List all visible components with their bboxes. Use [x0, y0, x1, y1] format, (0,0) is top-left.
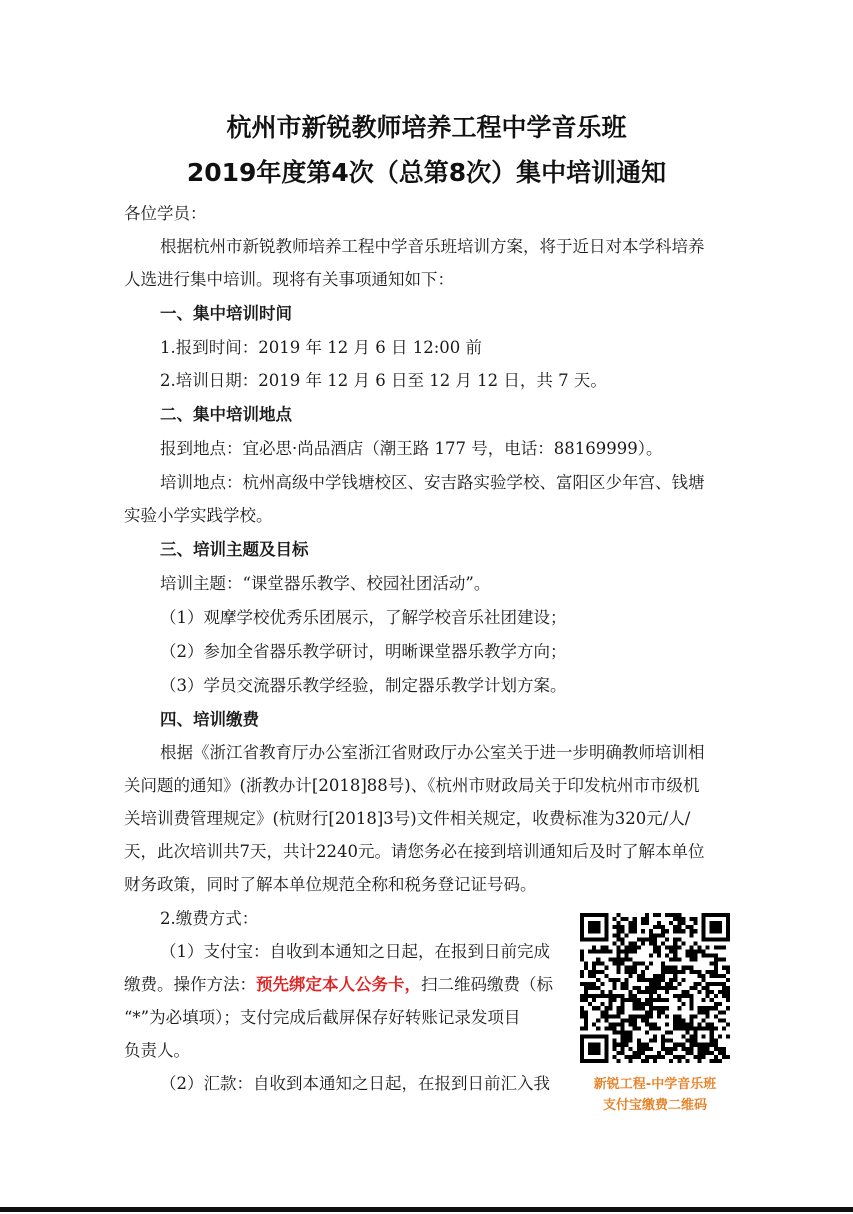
- alipay-line2-b: 扫二维码缴费（标: [421, 975, 553, 994]
- qr-caption-line1: 新锐工程-中学音乐班: [593, 1077, 717, 1092]
- alipay-highlight: 预先绑定本人公务卡，: [256, 975, 421, 994]
- training-venue-line2: 实验小学实践学校。: [124, 506, 273, 525]
- fee-line2: 关问题的通知》(浙教办计[2018]88号)、《杭州市财政局关于印发杭州市市级机: [124, 776, 700, 795]
- alipay-qr-code: [580, 913, 730, 1063]
- checkin-location: 报到地点：宜必思·尚品酒店（潮王路 177 号，电话：88169999）。: [160, 439, 663, 458]
- intro-line1: 根据杭州市新锐教师培养工程中学音乐班培训方案，将于近日对本学科培养: [160, 237, 705, 256]
- intro-line2: 人选进行集中培训。现将有关事项通知如下：: [124, 270, 454, 289]
- document-title-line2: 2019年度第4次（总第8次）集中培训通知: [186, 158, 667, 187]
- goal-3: （3）学员交流器乐教学经验，制定器乐教学计划方案。: [160, 676, 567, 695]
- qr-caption-line2: 支付宝缴费二维码: [602, 1098, 707, 1113]
- training-theme: 培训主题：“课堂器乐教学、校园社团活动”。: [160, 574, 491, 593]
- training-venue-line1: 培训地点：杭州高级中学钱塘校区、安吉路实验学校、富阳区少年宫、钱塘: [160, 473, 705, 492]
- section-heading-theme: 三、培训主题及目标: [160, 540, 309, 559]
- goal-2: （2）参加全省器乐教学研讨，明晰课堂器乐教学方向；: [160, 642, 567, 661]
- fee-line3: 关培训费管理规定》(杭财行[2018]3号)文件相关规定，收费标准为320元/人/: [124, 809, 691, 828]
- alipay-line4: 负责人。: [124, 1041, 190, 1060]
- section-heading-time: 一、集中培训时间: [160, 304, 292, 323]
- goal-1: （1）观摩学校优秀乐团展示，了解学校音乐社团建设；: [160, 608, 567, 627]
- alipay-line2-a: 缴费。操作方法：: [124, 975, 256, 994]
- payment-method: 2.缴费方式：: [160, 909, 259, 928]
- fee-line5: 财务政策，同时了解本单位规范全称和税务登记证号码。: [124, 875, 537, 894]
- section-heading-fee: 四、培训缴费: [160, 710, 259, 729]
- document-title-line1: 杭州市新锐教师培养工程中学音乐班: [226, 113, 627, 142]
- section-heading-location: 二、集中培训地点: [160, 405, 292, 424]
- alipay-line2: [124, 971, 553, 995]
- bottom-rule: [0, 1207, 853, 1212]
- training-dates: 2.培训日期：2019 年 12 月 6 日至 12 月 12 日，共 7 天。: [160, 371, 607, 390]
- fee-line4: 天，此次培训共7天，共计2240元。请您务必在接到培训通知后及时了解本单位: [124, 842, 705, 861]
- greeting: 各位学员：: [124, 204, 207, 223]
- fee-line1: 根据《浙江省教育厅办公室浙江省财政厅办公室关于进一步明确教师培训相: [160, 743, 705, 762]
- alipay-line1: （1）支付宝：自收到本通知之日起，在报到日前完成: [160, 942, 550, 961]
- remit-line1: （2）汇款：自收到本通知之日起，在报到日前汇入我: [160, 1074, 550, 1093]
- checkin-time: 1.报到时间：2019 年 12 月 6 日 12:00 前: [160, 338, 482, 357]
- alipay-line3: “*”为必填项）；支付完成后截屏保存好转账记录发项目: [124, 1008, 521, 1027]
